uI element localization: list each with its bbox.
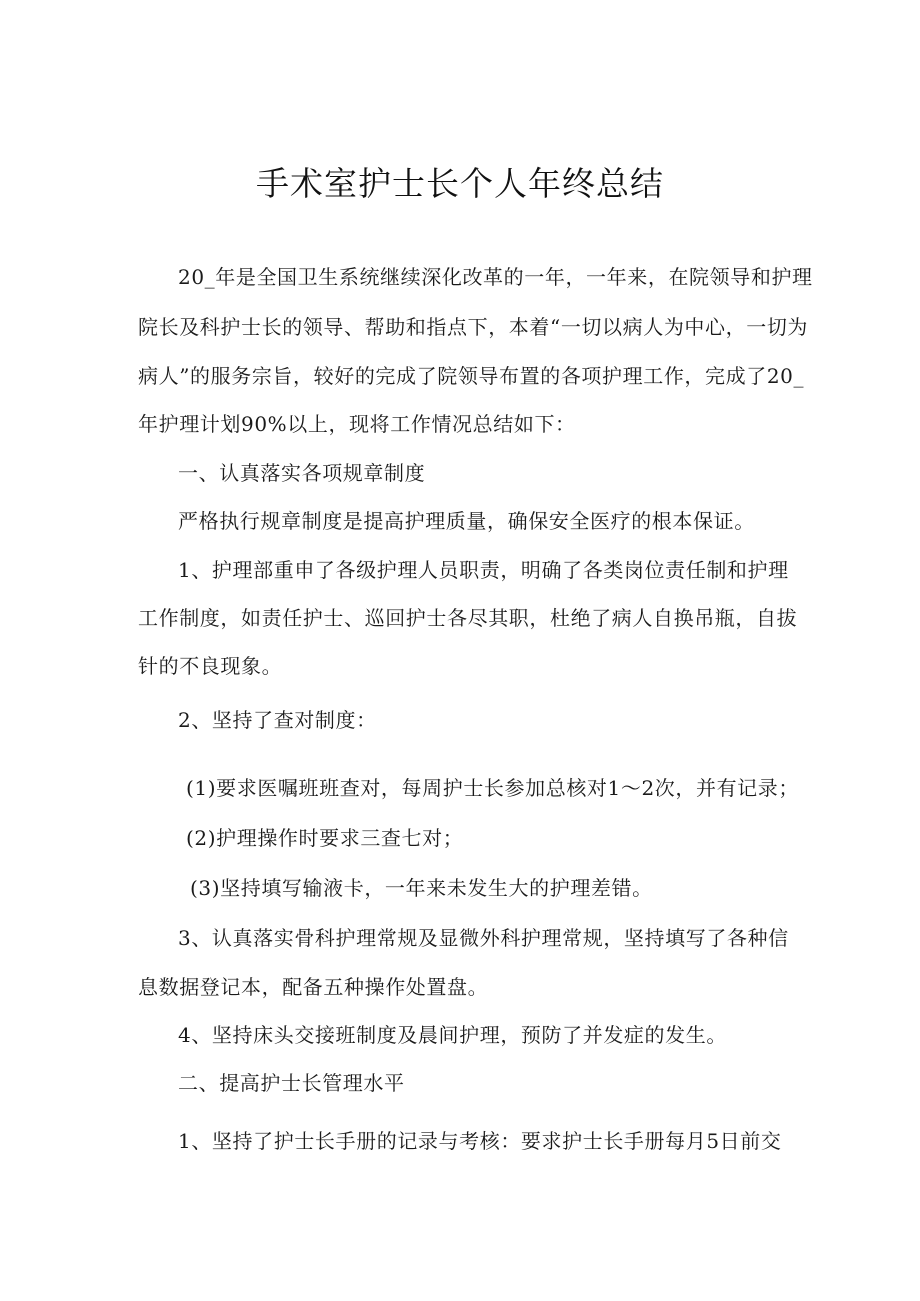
paragraph-line-intro-3: 病人”的服务宗旨，较好的完成了院领导布置的各项护理工作，完成了20_: [138, 364, 805, 388]
item-3-line-1: 3、认真落实骨科护理常规及显微外科护理常规，坚持填写了各种信: [178, 926, 789, 950]
section-2-item-1-line: 1、坚持了护士长手册的记录与考核：要求护士长手册每月5日前交: [178, 1129, 782, 1153]
section-heading-1: 一、认真落实各项规章制度: [178, 461, 426, 485]
item-2-heading: 2、坚持了查对制度：: [178, 708, 377, 732]
item-1-line-3: 针的不良现象。: [138, 654, 283, 678]
document-title: 手术室护士长个人年终总结: [256, 164, 664, 203]
item-1-line-2: 工作制度，如责任护士、巡回护士各尽其职，杜绝了病人自换吊瓶，自拔: [138, 606, 798, 630]
sub-item-2: (2)护理操作时要求三查七对；: [186, 826, 464, 850]
sub-item-3: (3)坚持填写输液卡，一年来未发生大的护理差错。: [190, 876, 653, 900]
item-3-line-2: 息数据登记本，配备五种操作处置盘。: [138, 975, 489, 999]
sub-item-1: (1)要求医嘱班班查对，每周护士长参加总核对1～2次，并有记录；: [186, 776, 799, 800]
section-heading-2: 二、提高护士长管理水平: [178, 1071, 405, 1095]
paragraph-line-intro-1: 20_年是全国卫生系统继续深化改革的一年，一年来，在院领导和护理: [178, 265, 813, 289]
item-4-line: 4、坚持床头交接班制度及晨间护理，预防了并发症的发生。: [178, 1023, 727, 1047]
paragraph-line-rules: 严格执行规章制度是提高护理质量，确保安全医疗的根本保证。: [178, 509, 755, 533]
item-1-line-1: 1、护理部重申了各级护理人员职责，明确了各类岗位责任制和护理: [178, 558, 789, 582]
paragraph-line-intro-2: 院长及科护士长的领导、帮助和指点下，本着“一切以病人为中心，一切为: [138, 315, 809, 339]
paragraph-line-intro-4: 年护理计划90%以上，现将工作情况总结如下：: [138, 412, 576, 436]
